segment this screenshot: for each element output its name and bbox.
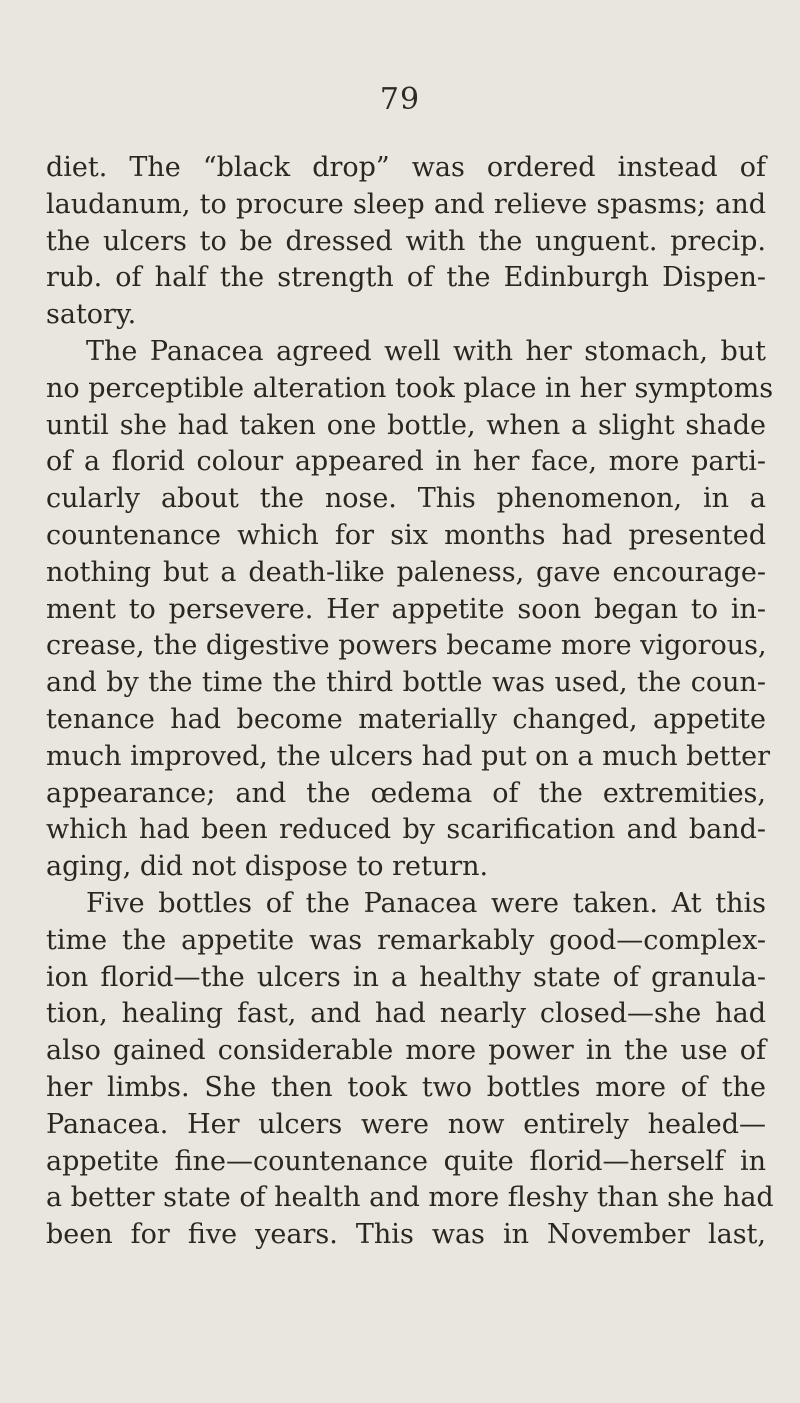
text-line: tenance had become materially changed, appetite xyxy=(46,703,766,735)
text-line: satory. xyxy=(46,299,137,331)
text-line: also gained considerable more power in the use of xyxy=(46,1035,766,1067)
text-line: Panacea. Her ulcers were now entirely healed— xyxy=(46,1108,766,1140)
text-line: countenance which for six months had presented xyxy=(46,519,766,551)
text-line: ment to persevere. Her appetite soon began to in- xyxy=(46,593,766,625)
text-line: laudanum, to procure sleep and relieve spasms; and xyxy=(46,188,766,220)
text-line: The Panacea agreed well with her stomach, but xyxy=(86,335,766,367)
text-line: been for five years. This was in November last, xyxy=(46,1219,766,1251)
text-line: tion, healing fast, and had nearly closed—she had xyxy=(46,998,766,1030)
body-text xyxy=(46,150,774,1254)
text-line: appearance; and the œdema of the extremities, xyxy=(46,777,766,809)
text-line: much improved, the ulcers had put on a much better xyxy=(46,740,771,772)
text-line: nothing but a death-like paleness, gave encourage- xyxy=(46,556,766,588)
text-line: ion florid—the ulcers in a healthy state of granula- xyxy=(46,961,766,993)
text-line: crease, the digestive powers became more vigorous, xyxy=(46,630,767,662)
text-line: and by the time the third bottle was used, the coun- xyxy=(46,667,766,699)
text-line: aging, did not dispose to return. xyxy=(46,851,489,883)
text-line: which had been reduced by scarification and band- xyxy=(46,814,766,846)
text-line: her limbs. She then took two bottles more of the xyxy=(46,1071,766,1103)
text-line: cularly about the nose. This phenomenon, in a xyxy=(46,483,766,515)
text-line: the ulcers to be dressed with the unguent. precip. xyxy=(46,225,766,257)
text-line: no perceptible alteration took place in her symptoms xyxy=(46,372,774,404)
text-line: time the appetite was remarkably good—complex- xyxy=(46,924,766,956)
page-number: 79 xyxy=(379,82,421,117)
text-line: Five bottles of the Panacea were taken. At this xyxy=(86,887,766,919)
text-line: rub. of half the strength of the Edinburgh Dispen- xyxy=(46,262,766,294)
text-line: of a florid colour appeared in her face, more parti- xyxy=(46,446,766,478)
text-line: until she had taken one bottle, when a slight shade xyxy=(46,409,766,441)
text-line: a better state of health and more fleshy than she had xyxy=(46,1182,774,1214)
text-line: appetite fine—countenance quite florid—herself in xyxy=(46,1145,766,1177)
text-line: diet. The “black drop” was ordered instead of xyxy=(46,152,766,183)
